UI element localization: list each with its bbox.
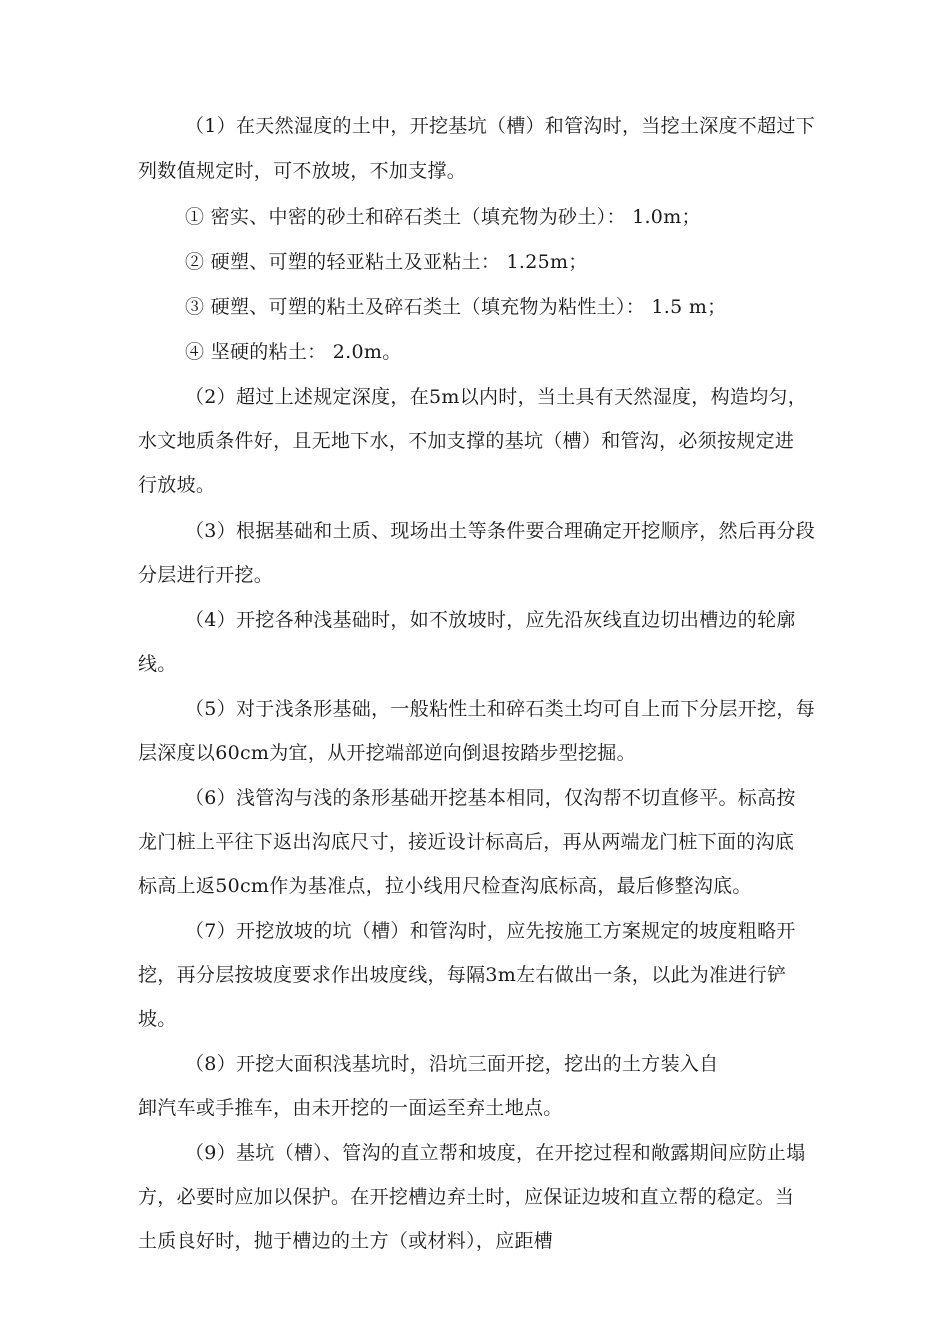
list-item-4: ④ 坚硬的粘土： 2.0m。 — [185, 341, 402, 363]
paragraph-2-line-3: 行放坡。 — [138, 474, 216, 496]
paragraph-7-line-2: 挖，再分层按坡度要求作出坡度线，每隔3m左右做出一条，以此为准进行铲 — [138, 964, 787, 986]
paragraph-3-line-2: 分层进行开挖。 — [138, 564, 274, 586]
paragraph-6-line-1: （6）浅管沟与浅的条形基础开挖基本相同，仅沟帮不切直修平。标高按 — [185, 787, 796, 809]
paragraph-1-line-2: 列数值规定时，可不放坡，不加支撑。 — [138, 160, 467, 182]
paragraph-3-line-1: （3）根据基础和土质、现场出土等条件要合理确定开挖顺序，然后再分段 — [185, 520, 815, 542]
paragraph-4-line-1: （4）开挖各种浅基础时，如不放坡时，应先沿灰线直边切出槽边的轮廓 — [185, 609, 796, 631]
paragraph-5-line-2: 层深度以60cm为宜，从开挖端部逆向倒退按踏步型挖掘。 — [138, 742, 636, 764]
paragraph-7-line-3: 坡。 — [138, 1008, 177, 1030]
paragraph-8-line-1: （8）开挖大面积浅基坑时，沿坑三面开挖，挖出的土方装入自 — [185, 1053, 719, 1075]
paragraph-9-line-2: 方，必要时应加以保护。在开挖槽边弃土时，应保证边坡和直立帮的稳定。当 — [138, 1186, 795, 1208]
paragraph-1-line-1: （1）在天然湿度的土中，开挖基坑（槽）和管沟时，当挖土深度不超过下 — [185, 115, 815, 137]
paragraph-4-line-2: 线。 — [138, 653, 177, 675]
paragraph-6-line-2: 龙门桩上平往下返出沟底尺寸，接近设计标高后，再从两端龙门桩下面的沟底 — [138, 831, 795, 853]
paragraph-2-line-2: 水文地质条件好，且无地下水，不加支撑的基坑（槽）和管沟，必须按规定进 — [138, 430, 795, 452]
list-item-3: ③ 硬塑、可塑的粘土及碎石类土（填充物为粘性土）： 1.5 m； — [185, 296, 727, 318]
paragraph-7-line-1: （7）开挖放坡的坑（槽）和管沟时，应先按施工方案规定的坡度粗略开 — [185, 920, 796, 942]
paragraph-8-line-2: 卸汽车或手推车，由未开挖的一面运至弃土地点。 — [138, 1097, 563, 1119]
list-item-2: ② 硬塑、可塑的轻亚粘土及亚粘土： 1.25m； — [185, 251, 588, 273]
paragraph-2-line-1: （2）超过上述规定深度，在5m以内时，当土具有天然湿度，构造均匀， — [185, 386, 808, 408]
list-item-1: ① 密实、中密的砂土和碎石类土（填充物为砂土）： 1.0m； — [185, 206, 701, 228]
paragraph-9-line-1: （9）基坑（槽）、管沟的直立帮和坡度，在开挖过程和敞露期间应防止塌 — [185, 1142, 806, 1164]
paragraph-9-line-3: 土质良好时，抛于槽边的土方（或材料），应距槽 — [138, 1230, 554, 1252]
paragraph-6-line-3: 标高上返50cm作为基准点，拉小线用尺检查沟底标高，最后修整沟底。 — [138, 875, 752, 897]
paragraph-5-line-1: （5）对于浅条形基础，一般粘性土和碎石类土均可自上而下分层开挖，每 — [185, 698, 815, 720]
